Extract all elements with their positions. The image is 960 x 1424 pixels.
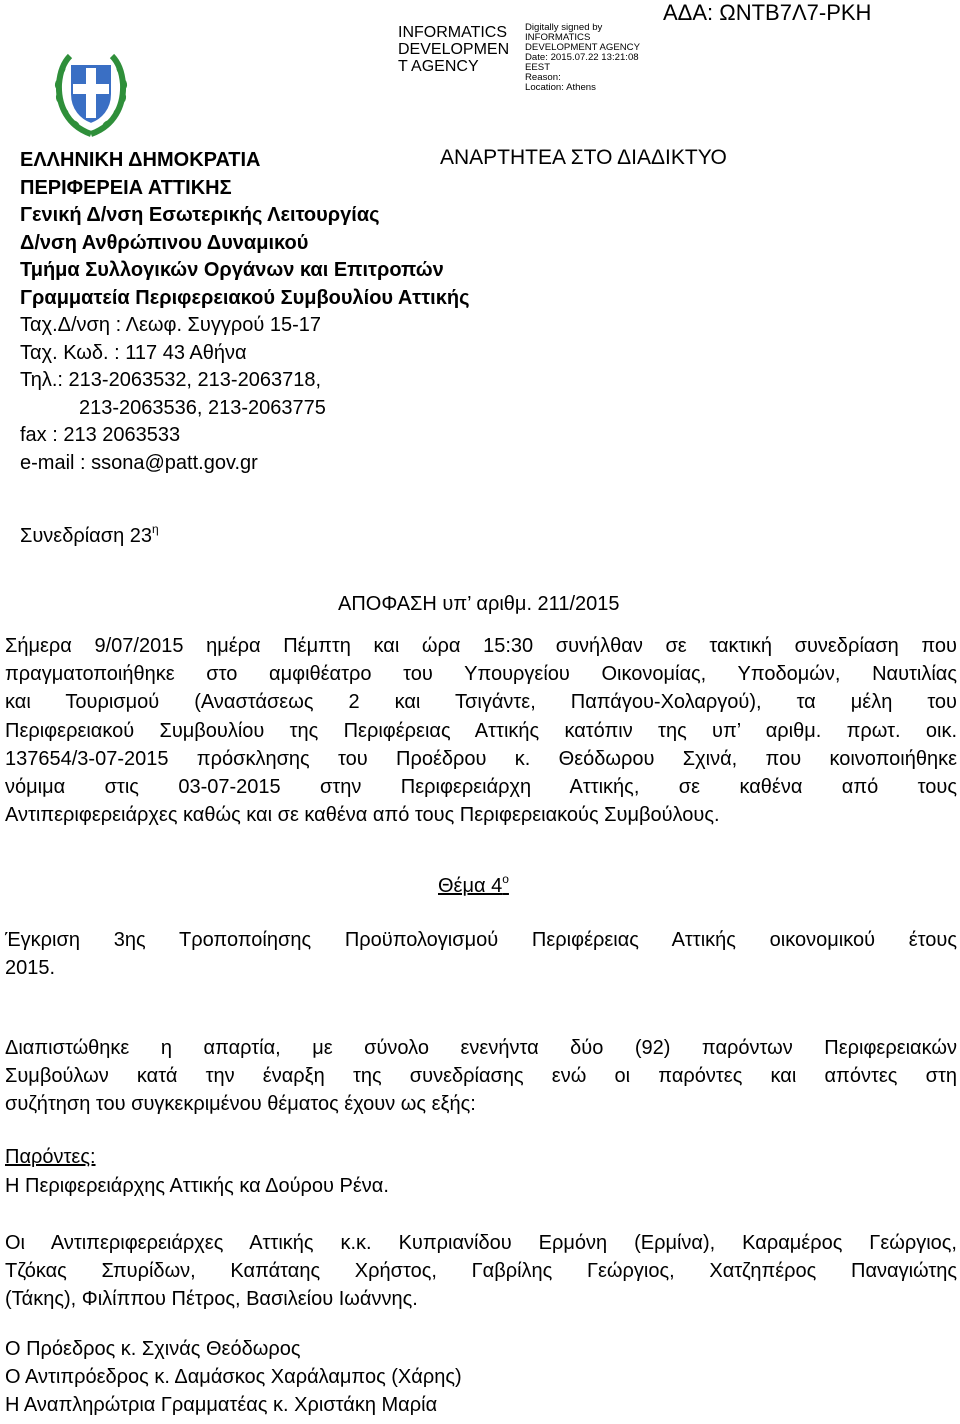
greek-republic-emblem-icon [50, 50, 132, 138]
topic-description [5, 926, 957, 982]
header-line: Γενική Δ/νση Εσωτερικής Λειτουργίας [20, 204, 380, 226]
topic-ordinal: ο [502, 872, 509, 886]
paragraph-line: πραγματοποιήθηκε στο αμφιθέατρο του Υπουργείου Οικονομίας, Υποδομών, Ναυτιλίας [5, 663, 957, 686]
ada-code: ΑΔΑ: ΩΝΤΒ7Λ7-ΡΚΗ [663, 0, 872, 25]
intro-paragraph [5, 632, 957, 829]
signature-signed-by: Digitally signed by INFORMATICS DEVELOPMENT AGENCY [525, 22, 640, 53]
signature-agency-name: INFORMATICS DEVELOPMEN T AGENCY [398, 24, 510, 75]
session-ordinal: η [152, 522, 159, 536]
header-line: Τμήμα Συλλογικών Οργάνων και Επιτροπών [20, 259, 444, 281]
header-line: ΠΕΡΙΦΕΡΕΙΑ ΑΤΤΙΚΗΣ [20, 176, 232, 199]
signature-date: Date: 2015.07.22 13:21:08 EEST [525, 52, 639, 73]
phone-numbers-continued: 213-2063536, 213-2063775 [79, 396, 326, 419]
paragraph-line: και Τουρισμού (Αναστάσεως 2 και Τσιγάντε, Παπάγου-Χολαργού), τα μέλη του [5, 691, 957, 714]
phone-numbers: Τηλ.: 213-2063532, 213-2063718, [20, 369, 321, 391]
paragraph-line: Διαπιστώθηκε η απαρτία, με σύνολο ενενήντα δύο (92) παρόντων Περιφερειακών [5, 1037, 957, 1059]
email-address: e-mail : ssona@patt.gov.gr [20, 451, 258, 474]
paragraph-line: (Τάκης), Φιλίππου Πέτρος, Βασιλείου Ιωάννης. [5, 1288, 418, 1311]
header-line: Δ/νση Ανθρώπινου Δυναμικού [20, 231, 309, 254]
signature-reason: Reason: [525, 72, 561, 83]
digital-signature-details [525, 23, 655, 93]
postal-address: Ταχ.Δ/νση : Λεωφ. Συγγρού 15-17 [20, 314, 322, 336]
council-vice-president: Ο Αντιπρόεδρος κ. Δαμάσκος Χαράλαμπος (Χάρης) [5, 1366, 462, 1388]
header-line: ΕΛΛΗΝΙΚΗ ΔΗΜΟΚΡΑΤΙΑ [20, 149, 261, 171]
decision-number: ΑΠΟΦΑΣΗ υπ’ αριθμ. 211/2015 [338, 593, 620, 615]
regional-governor: Η Περιφερειάρχης Αττικής κα Δούρου Ρένα. [5, 1175, 389, 1197]
postal-code: Ταχ. Κωδ. : 117 43 Αθήνα [20, 341, 247, 364]
session-number [20, 522, 159, 548]
paragraph-line: Έγκριση 3ης Τροποποίησης Προϋπολογισμού Περιφέρειας Αττικής οικονομικού έτους [5, 929, 957, 951]
deputy-secretary: Η Αναπληρώτρια Γραμματέας κ. Χριστάκη Μαρία [5, 1394, 438, 1416]
paragraph-line: 137654/3-07-2015 πρόσκλησης του Προέδρου κ. Θεόδωρου Σχινά, που κοινοποιήθηκε [5, 747, 957, 770]
council-president: Ο Πρόεδρος κ. Σχινάς Θεόδωρος [5, 1338, 301, 1360]
paragraph-line: συζήτηση του συγκεκριμένου θέματος έχουν ως εξής: [5, 1093, 476, 1116]
sender-header [20, 147, 469, 477]
deputy-governors [5, 1229, 957, 1314]
topic-label: Θέμα 4 [438, 875, 503, 897]
header-line: Γραμματεία Περιφερειακού Συμβουλίου Αττικής [20, 286, 470, 309]
paragraph-line: νόμιμα στις 03-07-2015 στην Περιφερειάρχη Αττικής, σε καθένα από τους [5, 776, 957, 799]
paragraph-line: Οι Αντιπεριφερειάρχες Αττικής κ.κ. Κυπριανίδου Ερμόνη (Ερμίνα), Καραμέρος Γεώργιος, [5, 1232, 957, 1254]
online-publication-notice: ΑΝΑΡΤΗΤΕΑ ΣΤΟ ΔΙΑΔΙΚΤΥΟ [440, 146, 727, 169]
paragraph-line: Αντιπεριφερειάρχες καθώς και σε καθένα από τους Περιφερειακούς Συμβούλους. [5, 804, 720, 827]
present-label: Παρόντες: [5, 1146, 96, 1168]
signature-location: Location: Athens [525, 82, 596, 93]
paragraph-line: Συμβούλων κατά την έναρξη της συνεδρίασης ενώ οι παρόντες και απόντες στη [5, 1065, 957, 1088]
paragraph-line: 2015. [5, 957, 56, 980]
session-label: Συνεδρίαση 23 [20, 525, 153, 547]
fax-number: fax : 213 2063533 [20, 424, 181, 446]
paragraph-line: Τζόκας Σπυρίδων, Καπάταης Χρήστος, Γαβρίλης Γεώργιος, Χατζηπέρος Παναγιώτης [5, 1260, 957, 1283]
paragraph-line: Περιφερειακού Συμβουλίου της Περιφέρειας Αττικής κατόπιν της υπ’ αριθμ. πρωτ. οικ. [5, 719, 957, 742]
paragraph-line: Σήμερα 9/07/2015 ημέρα Πέμπτη και ώρα 15:30 συνήλθαν σε τακτική συνεδρίαση που [5, 635, 957, 657]
quorum-paragraph [5, 1034, 957, 1119]
topic-heading [438, 872, 509, 898]
